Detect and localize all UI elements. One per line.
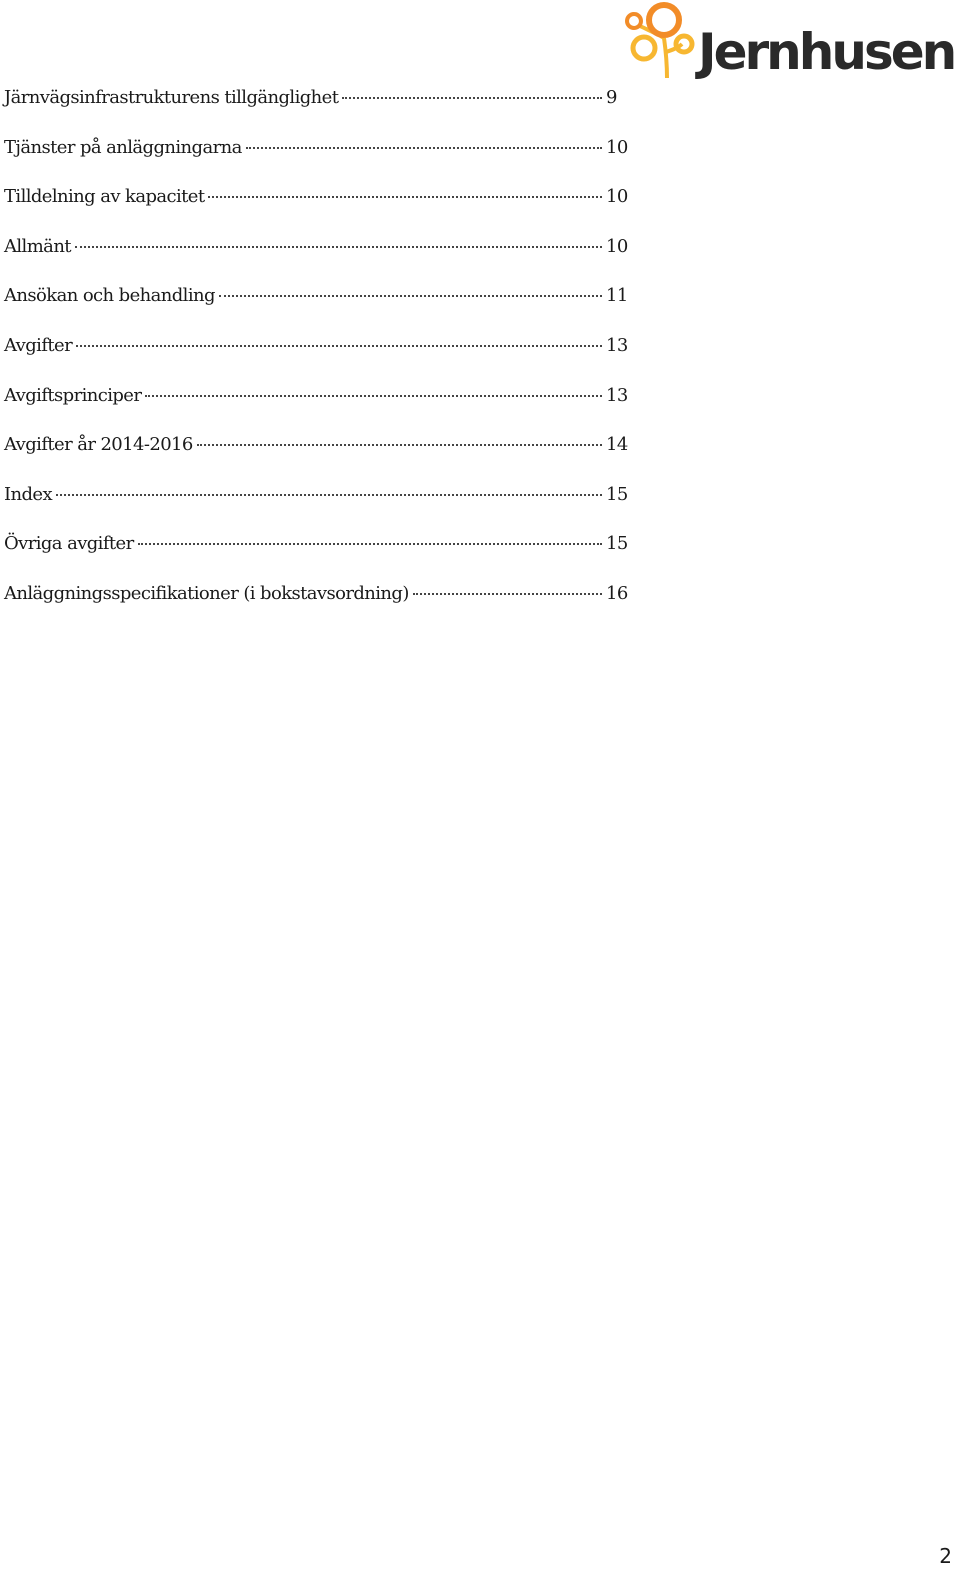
toc-entry[interactable] [4,384,626,434]
brand-name: Jernhusen [698,23,955,81]
toc-entry[interactable] [4,86,626,136]
toc-entry-title: Allmänt [4,235,71,257]
toc-entry[interactable] [4,483,626,533]
toc-entry-title: Järnvägsinfrastrukturens tillgänglighet [4,87,339,108]
toc-entry-page: 13 [606,384,628,406]
toc-dot-leader [197,444,602,446]
bubble-tree-icon [622,0,700,84]
toc-entry-title: Anläggningsspecifikationer (i bokstavsordning) [4,582,409,604]
toc-entry-title: Index [4,483,53,505]
toc-entry-page: 9 [606,87,617,108]
toc-entry-title: Tjänster på anläggningarna [4,136,242,158]
toc-entry-title: Ansökan och behandling [4,285,215,307]
toc-entry[interactable] [4,136,626,186]
toc-entry-page: 15 [606,483,628,505]
toc-dot-leader [76,345,602,347]
toc-entry-page: 10 [606,136,628,158]
toc-entry-title: Avgifter [4,334,73,356]
toc-entry-page: 16 [606,582,628,604]
toc-entry-page: 10 [606,186,628,208]
toc-dot-leader [246,147,602,149]
toc-entry[interactable] [4,532,626,582]
toc-dot-leader [138,543,602,545]
toc-entry-page: 14 [606,434,628,456]
toc-entry-title: Tilldelning av kapacitet [4,186,205,208]
toc-entry[interactable] [4,284,626,334]
toc-entry-title: Avgifter år 2014-2016 [4,434,193,456]
toc-entry-page: 13 [606,334,628,356]
toc-entry-page: 15 [606,533,628,555]
toc-dot-leader [413,593,602,595]
toc-dot-leader [219,295,602,297]
toc-entry[interactable] [4,582,626,632]
toc-dot-leader [56,494,602,496]
toc-entry[interactable] [4,334,626,384]
toc-entry-page: 11 [606,285,628,307]
toc-entry[interactable] [4,235,626,285]
toc-entry[interactable] [4,433,626,483]
toc-dot-leader [145,395,602,397]
toc-dot-leader [75,246,602,248]
toc-entry-title: Övriga avgifter [4,533,134,555]
table-of-contents [4,86,626,632]
toc-entry-page: 10 [606,235,628,257]
toc-entry-title: Avgiftsprinciper [4,384,142,406]
jernhusen-logo [622,0,958,84]
toc-dot-leader [342,97,602,99]
toc-dot-leader [208,196,602,198]
toc-entry[interactable] [4,185,626,235]
page-number: 2 [939,1544,952,1568]
